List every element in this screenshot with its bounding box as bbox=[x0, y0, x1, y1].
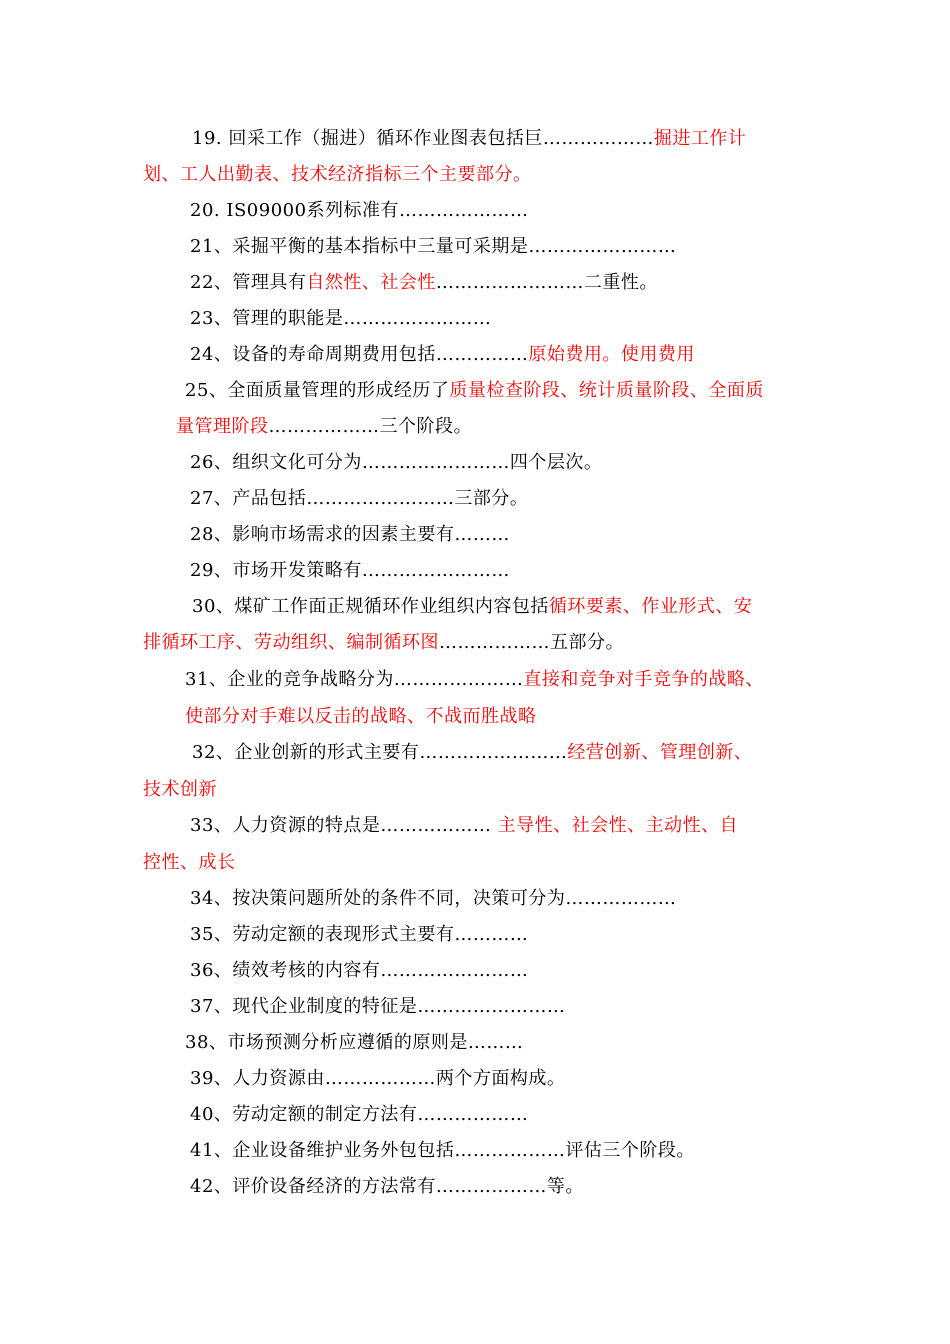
question-text: ………………五部分。 bbox=[439, 632, 624, 653]
question-text: 20. IS09000系列标准有………………… bbox=[190, 200, 529, 221]
question-text: 28、影响市场需求的因素主要有……… bbox=[190, 524, 510, 545]
question-text: 41、企业设备维护业务外包包括………………评估三个阶段。 bbox=[190, 1140, 695, 1161]
item-32-line-2 bbox=[143, 778, 217, 802]
question-text: 24、设备的寿命周期费用包括…………… bbox=[190, 344, 529, 365]
item-25-line-1 bbox=[185, 379, 764, 403]
question-text: 31、企业的竞争战略分为………………… bbox=[185, 669, 524, 690]
question-text: 33、人力资源的特点是……………… bbox=[190, 815, 498, 836]
item-40-line-1 bbox=[190, 1103, 528, 1127]
question-text: 27、产品包括……………………三部分。 bbox=[190, 488, 529, 509]
item-19-line-2 bbox=[143, 163, 532, 187]
item-23-line-1 bbox=[190, 307, 491, 331]
item-32-line-1 bbox=[192, 741, 752, 765]
question-text: 36、绩效考核的内容有…………………… bbox=[190, 960, 529, 981]
highlighted-answer-text: 循环要素、作业形式、安 bbox=[548, 596, 753, 617]
question-text: 38、市场预测分析应遵循的原则是……… bbox=[185, 1032, 524, 1053]
item-37-line-1 bbox=[190, 995, 565, 1019]
item-24-line-1 bbox=[190, 343, 695, 367]
item-30-line-2 bbox=[143, 631, 624, 655]
item-38-line-1 bbox=[185, 1031, 523, 1055]
question-text: ………………三个阶段。 bbox=[268, 416, 472, 437]
item-31-line-2 bbox=[185, 705, 537, 729]
question-text: 40、劳动定额的制定方法有……………… bbox=[190, 1104, 529, 1125]
highlighted-answer-text: 控性、成长 bbox=[143, 852, 236, 873]
item-42-line-1 bbox=[190, 1175, 584, 1199]
question-text: 25、全面质量管理的形成经历了 bbox=[185, 380, 450, 401]
item-25-line-2 bbox=[176, 415, 472, 439]
item-39-line-1 bbox=[190, 1067, 565, 1091]
item-33-line-2 bbox=[143, 851, 236, 875]
item-26-line-1 bbox=[190, 451, 602, 475]
item-19-line-1 bbox=[192, 127, 746, 151]
question-text: 34、按决策问题所处的条件不同，决策可分为……………… bbox=[190, 888, 677, 909]
highlighted-answer-text: 技术创新 bbox=[143, 779, 217, 800]
question-text: 42、评价设备经济的方法常有………………等。 bbox=[190, 1176, 584, 1197]
highlighted-answer-text: 质量检查阶段、统计质量阶段、全面质 bbox=[449, 380, 764, 401]
item-31-line-1 bbox=[185, 668, 764, 692]
highlighted-answer-text: 使部分对手难以反击的战略、不战而胜战略 bbox=[185, 706, 537, 727]
item-21-line-1 bbox=[190, 235, 676, 259]
question-text: 26、组织文化可分为……………………四个层次。 bbox=[190, 452, 603, 473]
highlighted-answer-text: 排循环工序、劳动组织、编制循环图 bbox=[143, 632, 439, 653]
highlighted-answer-text: 主导性、社会性、主动性、自 bbox=[497, 815, 739, 836]
item-20-line-1 bbox=[190, 199, 529, 223]
item-30-line-1 bbox=[192, 595, 752, 619]
item-35-line-1 bbox=[190, 923, 528, 947]
question-text: 39、人力资源由………………两个方面构成。 bbox=[190, 1068, 566, 1089]
highlighted-answer-text: 经营创新、管理创新、 bbox=[567, 742, 753, 763]
item-28-line-1 bbox=[190, 523, 510, 547]
question-text: 35、劳动定额的表现形式主要有………… bbox=[190, 924, 529, 945]
item-33-line-1 bbox=[190, 814, 738, 838]
highlighted-answer-text: 掘进工作计 bbox=[653, 128, 747, 149]
item-29-line-1 bbox=[190, 559, 510, 583]
highlighted-answer-text: 自然性、社会性 bbox=[306, 272, 436, 293]
question-text: 19. 回采工作（掘进）循环作业图表包括巨……………… bbox=[192, 128, 654, 149]
item-41-line-1 bbox=[190, 1139, 695, 1163]
question-text: ……………………二重性。 bbox=[435, 272, 658, 293]
question-text: 37、现代企业制度的特征是…………………… bbox=[190, 996, 566, 1017]
question-text: 23、管理的职能是…………………… bbox=[190, 308, 492, 329]
item-36-line-1 bbox=[190, 959, 528, 983]
question-text: 30、煤矿工作面正规循环作业组织内容包括 bbox=[192, 596, 549, 617]
question-text: 21、采掘平衡的基本指标中三量可采期是…………………… bbox=[190, 236, 677, 257]
highlighted-answer-text: 量管理阶段 bbox=[176, 416, 269, 437]
question-text: 32、企业创新的形式主要有…………………… bbox=[192, 742, 568, 763]
highlighted-answer-text: 直接和竞争对手竞争的战略、 bbox=[523, 669, 764, 690]
highlighted-answer-text: 原始费用。使用费用 bbox=[528, 344, 695, 365]
question-text: 22、管理具有 bbox=[190, 272, 307, 293]
question-text: 29、市场开发策略有…………………… bbox=[190, 560, 510, 581]
highlighted-answer-text: 划、工人出勤表、技术经济指标三个主要部分。 bbox=[143, 164, 532, 185]
item-34-line-1 bbox=[190, 887, 676, 911]
item-22-line-1 bbox=[190, 271, 658, 295]
item-27-line-1 bbox=[190, 487, 528, 511]
